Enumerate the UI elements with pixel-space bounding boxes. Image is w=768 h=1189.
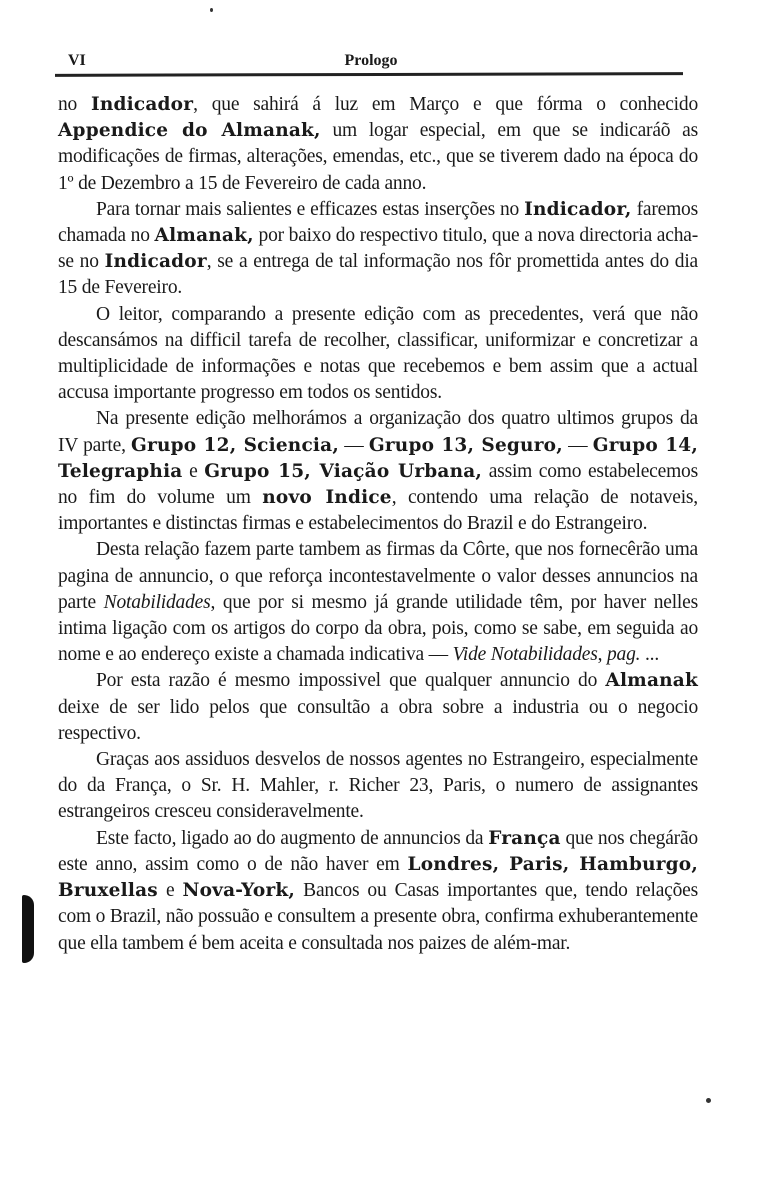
bold-term: França	[488, 827, 561, 849]
text-run: ...	[640, 644, 660, 666]
text-run: Desta relação fazem parte tambem as firmas da Côrte, que nos fornecêrão uma pagina de annuncio, o que reforça incontestavelmente o valor desses annuncios na parte	[58, 539, 698, 613]
text-run: deixe de ser lido pelos que consultão a obra sobre a industria ou o negocio respectivo.	[58, 696, 698, 744]
text-run: que nos chegárão este anno, assim como o de não haver em	[58, 827, 698, 875]
text-run: —	[562, 434, 593, 456]
bold-term: Appendice do Almanak,	[58, 120, 321, 142]
paragraph	[58, 92, 698, 197]
running-title: Prologo	[344, 52, 398, 69]
scan-ink-mark	[22, 895, 34, 963]
page-body	[58, 92, 698, 957]
bold-term: Almanak,	[154, 225, 254, 247]
bold-term: Grupo 13, Seguro,	[368, 434, 563, 456]
bold-term: Indicador	[91, 94, 194, 115]
text-run: Por esta razão é mesmo impossivel que qualquer annuncio do	[96, 670, 606, 692]
text-run: , que sahirá á luz em Março e que fórma o conhecido	[193, 94, 698, 115]
text-run: no	[58, 94, 91, 115]
text-run: Para tornar mais salientes e efficazes estas inserções no	[96, 198, 525, 220]
text-run: faremos chamada no	[58, 198, 698, 247]
bold-term: Nova-York,	[182, 880, 296, 902]
paragraph	[58, 826, 698, 957]
paragraph	[58, 197, 698, 302]
text-run: Este facto, ligado ao do augmento de annuncios da	[96, 827, 489, 849]
bold-term: Grupo 12, Sciencia,	[131, 434, 339, 456]
paragraph	[58, 537, 698, 668]
bold-term: Almanak	[605, 670, 698, 692]
header-rule	[55, 72, 683, 77]
text-run: Na presente edição melhorámos a organização dos quatro ultimos grupos da IV parte,	[58, 408, 698, 456]
italic-term: Vide Notabilidades	[452, 644, 598, 666]
paragraph	[58, 406, 698, 537]
text-run: Bancos ou Casas importantes que, tendo relações com o Brazil, não possuão e consultem a presente obra, confirma exhuberantemente que ella tambem é bem aceita e consultada nos paizes de além-mar.	[58, 880, 698, 954]
bold-term: novo Indice	[262, 487, 392, 509]
italic-term: Notabilidades	[103, 591, 211, 613]
text-run: , se a entrega de tal informação nos fôr promettida antes do dia 15 de Fevereiro.	[58, 251, 698, 299]
text-run: ,	[597, 644, 607, 666]
text-run: Graças aos assiduos desvelos de nossos agentes no Estrangeiro, especialmente do da França, o Sr. H. Mahler, r. Richer 23, Paris, o numero de assignantes estrangeiros cresceu consideravelmente.	[58, 749, 698, 823]
bold-term: Indicador	[104, 251, 207, 273]
italic-term: pag.	[606, 644, 641, 666]
page-number: VI	[68, 52, 86, 69]
scan-speck	[210, 8, 213, 12]
text-run: e	[157, 880, 183, 902]
paragraph	[58, 668, 698, 747]
paragraph	[58, 302, 698, 407]
bold-term: Grupo 15, Viação Urbana,	[204, 460, 483, 482]
text-run: e	[182, 460, 205, 482]
text-run: O leitor, comparando a presente edição com as precedentes, verá que não descansámos na difficil tarefa de recolher, classificar, uniformizar e concretizar a multiplicidade de informações e notas que recebemos e bem assim que a actual accusa importante progresso em todos os sentidos.	[58, 303, 698, 404]
text-run: —	[338, 434, 369, 456]
bold-term: Grupo 14, Telegraphia	[58, 434, 699, 482]
text-run: por baixo do respectivo titulo, que a nova directoria acha-se no	[58, 225, 698, 273]
text-run: , contendo uma relação de notaveis, importantes e distinctas firmas e estabelecimentos do Brazil e do Estrangeiro.	[58, 487, 698, 535]
text-run: um logar especial, em que se indicaráõ as modificações de firmas, alterações, emendas, etc., que se tiverem dado na época do 1º de Dezembro a 15 de Fevereiro de cada anno.	[58, 120, 698, 194]
page-header	[60, 52, 682, 72]
text-run: , que por si mesmo já grande utilidade têm, por haver nelles intima ligação com os artigos do corpo da obra, pois, como se sabe, em seguida ao nome e ao endereço existe a chamada indicativa —	[58, 591, 698, 666]
text-run: assim como estabelecemos no fim do volume um	[58, 460, 698, 509]
paragraph	[58, 747, 698, 826]
bold-term: Londres, Paris, Hamburgo, Bruxellas	[58, 853, 698, 902]
bold-term: Indicador,	[524, 198, 632, 220]
scan-speck	[706, 1098, 711, 1103]
